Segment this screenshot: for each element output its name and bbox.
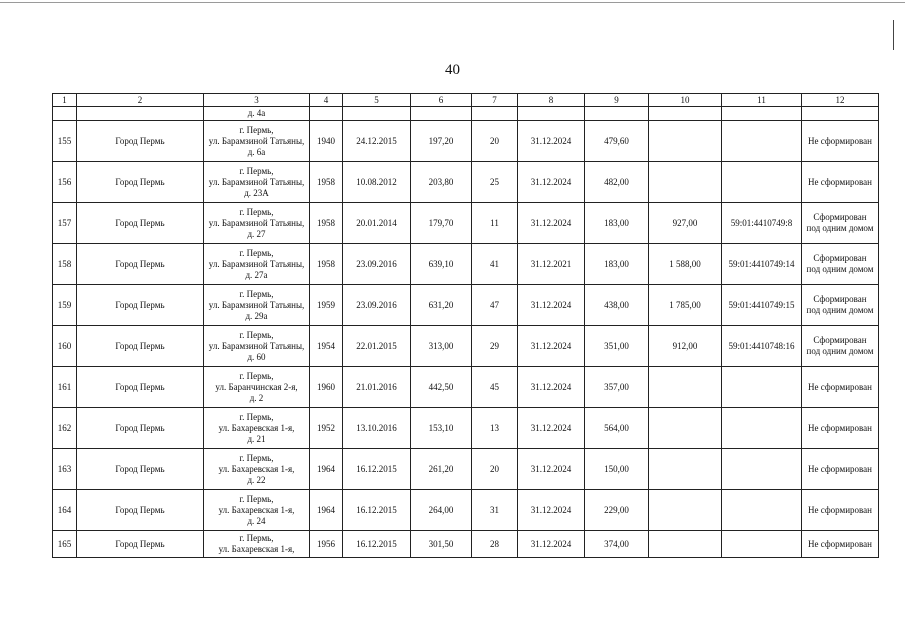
cell-address-line: д. 29а (245, 310, 268, 321)
cell-date: 23.09.2016 (343, 285, 411, 326)
cell-year: 1952 (310, 408, 343, 449)
column-header: 1 (53, 94, 77, 107)
cell-value-10: 927,00 (649, 203, 722, 244)
cell-address (204, 531, 310, 558)
cell-date: 16.12.2015 (343, 531, 411, 558)
cell-address-line: ул. Барамзиной Татьяны, (208, 135, 305, 146)
cell-address (204, 367, 310, 408)
cell-status (802, 244, 879, 285)
cell-cadastral (722, 449, 802, 490)
cell-value-9: 183,00 (585, 203, 649, 244)
cell-municipality: Город Пермь (77, 367, 204, 408)
cell-municipality: Город Пермь (77, 203, 204, 244)
column-header: 5 (343, 94, 411, 107)
cell-address (204, 408, 310, 449)
cell-date: 13.10.2016 (343, 408, 411, 449)
cell-status (802, 285, 879, 326)
cell-address-line: г. Пермь, (239, 329, 274, 340)
cell-count: 47 (472, 285, 518, 326)
page-right-edge (893, 20, 894, 50)
table-row (53, 449, 879, 490)
table-row (53, 162, 879, 203)
table-row (53, 285, 879, 326)
cell-no: 157 (53, 203, 77, 244)
cell-value-9: 351,00 (585, 326, 649, 367)
cell-area: 313,00 (411, 326, 472, 367)
cell-status-line: Не сформирован (808, 135, 872, 146)
cell-status-line: Сформирован (813, 335, 867, 345)
cell-no: 165 (53, 531, 77, 558)
cell-cadastral (722, 490, 802, 531)
cell-area: 301,50 (411, 531, 472, 558)
continuation-row (53, 107, 879, 121)
cell-address-line: д. 27а (245, 269, 268, 280)
column-header: 9 (585, 94, 649, 107)
cell-no: 164 (53, 490, 77, 531)
cell-date: 16.12.2015 (343, 490, 411, 531)
cell-status (802, 121, 879, 162)
cell-address-line: д. 21 (247, 433, 266, 444)
cell-year: 1964 (310, 490, 343, 531)
cell-date: 16.12.2015 (343, 449, 411, 490)
cell-value-9: 438,00 (585, 285, 649, 326)
cell-count: 13 (472, 408, 518, 449)
cell-year: 1960 (310, 367, 343, 408)
cell-value-9: 479,60 (585, 121, 649, 162)
cell-year: 1964 (310, 449, 343, 490)
table-row (53, 121, 879, 162)
cell-status-line: под одним домом (806, 305, 874, 315)
cell-no: 161 (53, 367, 77, 408)
cell-count: 41 (472, 244, 518, 285)
cell-end-date: 31.12.2024 (518, 162, 585, 203)
cell-year: 1958 (310, 203, 343, 244)
cell-year: 1940 (310, 121, 343, 162)
cell-end-date: 31.12.2024 (518, 408, 585, 449)
cell-address-line: ул. Барамзиной Татьяны, (208, 340, 305, 351)
cell-address-line: г. Пермь, (239, 124, 274, 135)
cell-status-line: под одним домом (806, 223, 874, 233)
cell-status (802, 449, 879, 490)
cell-date: 21.01.2016 (343, 367, 411, 408)
table-row (53, 490, 879, 531)
cell-count: 45 (472, 367, 518, 408)
cell-area (411, 107, 472, 121)
cell-end-date: 31.12.2021 (518, 244, 585, 285)
cell-status-line: Не сформирован (808, 381, 872, 392)
cell-date: 24.12.2015 (343, 121, 411, 162)
cell-value-9: 374,00 (585, 531, 649, 558)
cell-status (802, 531, 879, 558)
column-number-row (53, 94, 879, 107)
cell-cadastral: 59:01:4410749:8 (722, 203, 802, 244)
cell-value-9: 482,00 (585, 162, 649, 203)
table-row (53, 326, 879, 367)
cell-end-date: 31.12.2024 (518, 531, 585, 558)
cell-address: д. 4а (204, 107, 310, 121)
cell-year: 1958 (310, 244, 343, 285)
cell-value-10 (649, 107, 722, 121)
cell-address (204, 490, 310, 531)
cell-municipality: Город Пермь (77, 490, 204, 531)
cell-address-line: ул. Барамзиной Татьяны, (208, 299, 305, 310)
cell-date: 10.08.2012 (343, 162, 411, 203)
cell-no: 155 (53, 121, 77, 162)
cell-year: 1958 (310, 162, 343, 203)
cell-status-line: Не сформирован (808, 422, 872, 433)
table-row (53, 531, 879, 558)
cell-status-line: под одним домом (806, 346, 874, 356)
cell-status (802, 408, 879, 449)
cell-end-date: 31.12.2024 (518, 121, 585, 162)
cell-date: 22.01.2015 (343, 326, 411, 367)
cell-status (802, 367, 879, 408)
cell-end-date (518, 107, 585, 121)
cell-municipality: Город Пермь (77, 449, 204, 490)
cell-no: 160 (53, 326, 77, 367)
column-header: 2 (77, 94, 204, 107)
cell-address-line: д. 6а (247, 146, 266, 157)
cell-address-line: г. Пермь, (239, 165, 274, 176)
cell-address-line: д. 2 (249, 392, 264, 403)
cell-status-line: Не сформирован (808, 538, 872, 549)
column-header: 6 (411, 94, 472, 107)
cell-status (802, 490, 879, 531)
cell-value-10 (649, 531, 722, 558)
cell-count: 31 (472, 490, 518, 531)
cell-address-line: г. Пермь, (239, 493, 274, 504)
cell-value-10 (649, 367, 722, 408)
cell-end-date: 31.12.2024 (518, 326, 585, 367)
cell-address-line: д. 60 (247, 351, 266, 362)
column-header: 12 (802, 94, 879, 107)
cell-end-date: 31.12.2024 (518, 203, 585, 244)
cell-cadastral: 59:01:4410749:15 (722, 285, 802, 326)
cell-address-line: ул. Бахаревская 1-я, (218, 544, 295, 554)
cell-value-10: 912,00 (649, 326, 722, 367)
cell-status-line: Сформирован (813, 253, 867, 263)
cell-municipality: Город Пермь (77, 408, 204, 449)
cell-year: 1956 (310, 531, 343, 558)
cell-date (343, 107, 411, 121)
cell-value-10 (649, 162, 722, 203)
cell-area: 153,10 (411, 408, 472, 449)
cell-address-line: г. Пермь, (239, 206, 274, 217)
cell-area: 442,50 (411, 367, 472, 408)
cell-year (310, 107, 343, 121)
cell-count: 29 (472, 326, 518, 367)
cell-end-date: 31.12.2024 (518, 285, 585, 326)
cell-status (802, 326, 879, 367)
cell-cadastral: 59:01:4410749:14 (722, 244, 802, 285)
cell-address-line: ул. Барамзиной Татьяны, (208, 217, 305, 228)
cell-cadastral (722, 107, 802, 121)
cell-status (802, 203, 879, 244)
cell-no: 162 (53, 408, 77, 449)
cell-value-9: 150,00 (585, 449, 649, 490)
table-row (53, 203, 879, 244)
cell-address (204, 285, 310, 326)
page-top-edge (0, 2, 905, 3)
cell-cadastral (722, 121, 802, 162)
cell-count (472, 107, 518, 121)
cell-end-date: 31.12.2024 (518, 490, 585, 531)
cell-value-9: 183,00 (585, 244, 649, 285)
cell-value-9: 564,00 (585, 408, 649, 449)
cell-municipality: Город Пермь (77, 531, 204, 558)
cell-value-9: 229,00 (585, 490, 649, 531)
cell-municipality: Город Пермь (77, 326, 204, 367)
cell-value-10 (649, 408, 722, 449)
cell-address-line: ул. Барамзиной Татьяны, (208, 258, 305, 269)
cell-count: 28 (472, 531, 518, 558)
cell-address (204, 244, 310, 285)
cell-status-line: Не сформирован (808, 463, 872, 474)
column-header: 3 (204, 94, 310, 107)
table-row (53, 244, 879, 285)
cell-cadastral (722, 408, 802, 449)
cell-status-line: под одним домом (806, 264, 874, 274)
cell-count: 25 (472, 162, 518, 203)
cell-area: 203,80 (411, 162, 472, 203)
cell-address-line: ул. Бахаревская 1-я, (218, 422, 295, 433)
cell-year: 1959 (310, 285, 343, 326)
cell-area: 179,70 (411, 203, 472, 244)
cell-address (204, 449, 310, 490)
cell-value-10: 1 785,00 (649, 285, 722, 326)
cell-address (204, 203, 310, 244)
cell-status (802, 162, 879, 203)
cell-area: 197,20 (411, 121, 472, 162)
cell-address-line: г. Пермь, (239, 370, 274, 381)
cell-municipality: Город Пермь (77, 121, 204, 162)
cell-year: 1954 (310, 326, 343, 367)
cell-count: 20 (472, 121, 518, 162)
cell-status-line: Не сформирован (808, 176, 872, 187)
cell-count: 11 (472, 203, 518, 244)
cell-address-line: ул. Барамзиной Татьяны, (208, 176, 305, 187)
cell-status-line: Сформирован (813, 212, 867, 222)
cell-area: 639,10 (411, 244, 472, 285)
cell-status (802, 107, 879, 121)
cell-no: 156 (53, 162, 77, 203)
cell-end-date: 31.12.2024 (518, 367, 585, 408)
cell-cadastral (722, 162, 802, 203)
cell-address-line: г. Пермь, (239, 247, 274, 258)
column-header: 8 (518, 94, 585, 107)
cell-address (204, 121, 310, 162)
cell-cadastral: 59:01:4410748:16 (722, 326, 802, 367)
cell-value-10: 1 588,00 (649, 244, 722, 285)
cell-date: 20.01.2014 (343, 203, 411, 244)
cell-value-9: 357,00 (585, 367, 649, 408)
cell-no: 163 (53, 449, 77, 490)
cell-municipality (77, 107, 204, 121)
column-header: 4 (310, 94, 343, 107)
page-number: 40 (445, 62, 460, 78)
cell-value-10 (649, 490, 722, 531)
cell-address-line: д. 22 (247, 474, 266, 485)
cell-address-line: г. Пермь, (239, 288, 274, 299)
cell-cadastral (722, 367, 802, 408)
table-row (53, 408, 879, 449)
cell-end-date: 31.12.2024 (518, 449, 585, 490)
cell-address (204, 326, 310, 367)
cell-address-line: д. 27 (247, 228, 266, 239)
cell-value-10 (649, 449, 722, 490)
cell-address-line: г. Пермь, (239, 411, 274, 422)
cell-value-9 (585, 107, 649, 121)
cell-municipality: Город Пермь (77, 285, 204, 326)
cell-municipality: Город Пермь (77, 244, 204, 285)
cell-status-line: Не сформирован (808, 504, 872, 515)
cell-no: 159 (53, 285, 77, 326)
cell-address-line: ул. Баранчинская 2-я, (215, 381, 298, 392)
cell-value-10 (649, 121, 722, 162)
cell-area: 631,20 (411, 285, 472, 326)
table-row (53, 367, 879, 408)
cell-count: 20 (472, 449, 518, 490)
cell-address-line: ул. Бахаревская 1-я, (218, 504, 295, 515)
cell-address-line: г. Пермь, (239, 452, 274, 463)
cell-address (204, 162, 310, 203)
cell-date: 23.09.2016 (343, 244, 411, 285)
cell-cadastral (722, 531, 802, 558)
cell-no: 158 (53, 244, 77, 285)
cell-address-line: ул. Бахаревская 1-я, (218, 463, 295, 474)
cell-address-line: г. Пермь, (239, 533, 274, 543)
cell-address-line: д. 24 (247, 515, 266, 526)
cell-address-line: д. 23А (244, 187, 269, 198)
cell-status-line: Сформирован (813, 294, 867, 304)
housing-register-table (52, 93, 879, 558)
column-header: 7 (472, 94, 518, 107)
table-body (53, 94, 879, 558)
cell-area: 261,20 (411, 449, 472, 490)
cell-no (53, 107, 77, 121)
cell-municipality: Город Пермь (77, 162, 204, 203)
column-header: 11 (722, 94, 802, 107)
cell-area: 264,00 (411, 490, 472, 531)
column-header: 10 (649, 94, 722, 107)
